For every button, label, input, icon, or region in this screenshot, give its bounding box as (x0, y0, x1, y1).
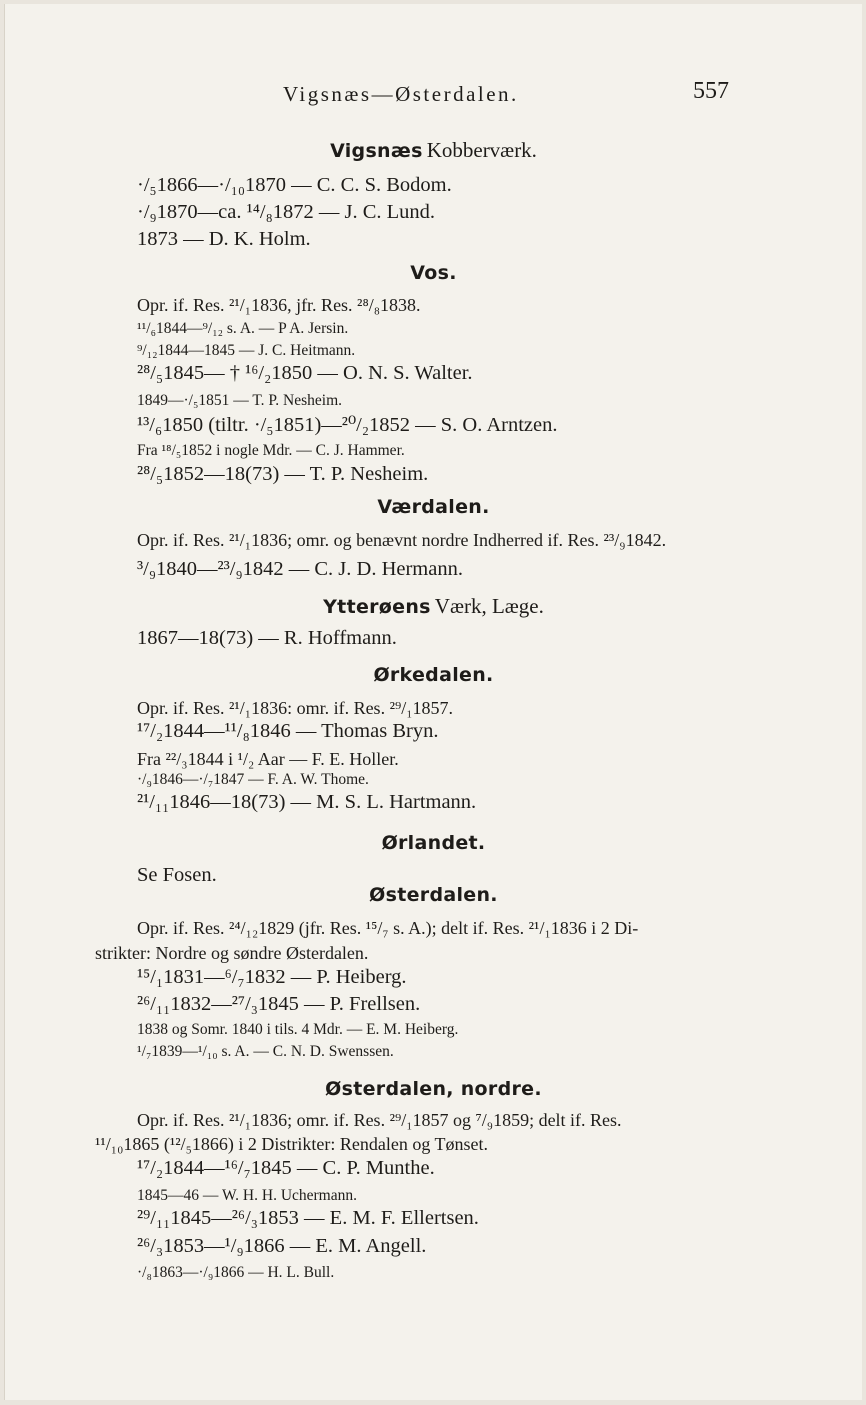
entry-line: Opr. if. Res. ²¹/₁1836; omr. og benævnt nordre Indherred if. Res. ²³/₉1842. (137, 530, 667, 550)
entry-line: ¹⁵/₁1831—⁶/₇1832 — P. Heiberg. (137, 966, 407, 988)
entry-line: Opr. if. Res. ²¹/₁1836; omr. if. Res. ²⁹/₁1857 og ⁷/₉1859; delt if. Res. (137, 1110, 622, 1130)
entry-line: ²⁶/₃1853—¹/₉1866 — E. M. Angell. (137, 1235, 427, 1257)
heading-bold: Ørkedalen. (373, 664, 494, 686)
heading-bold: Vigsnæs (330, 140, 423, 162)
section-heading-osterdalen (5, 884, 862, 906)
section-heading-osterdalen-nordre (5, 1078, 862, 1100)
section-heading-orlandet (5, 832, 862, 854)
heading-rest: Kobberværk. (426, 138, 537, 162)
entry-line: ·/₉1870—ca. ¹⁴/₈1872 — J. C. Lund. (137, 201, 436, 223)
entry-line: ¹⁷/₂1844—¹¹/₈1846 — Thomas Bryn. (137, 720, 439, 742)
section-heading-ytteroens (5, 594, 862, 619)
entry-line: Fra ¹⁸/₅1852 i nogle Mdr. — C. J. Hammer. (137, 442, 405, 459)
heading-bold: Ørlandet. (381, 832, 486, 854)
entry-line: ·/₅1866—·/₁₀1870 — C. C. S. Bodom. (137, 174, 452, 196)
section-heading-orkedalen (5, 664, 862, 686)
entry-line: Se Fosen. (137, 864, 217, 886)
entry-line: 1838 og Somr. 1840 i tils. 4 Mdr. — E. M. Heiberg. (137, 1021, 459, 1038)
entry-line: strikter: Nordre og søndre Østerdalen. (95, 943, 369, 963)
section-heading-vos (5, 262, 862, 284)
entry-line: ²⁸/₅1845— † ¹⁶/₂1850 — O. N. S. Walter. (137, 362, 473, 384)
heading-bold: Østerdalen, nordre. (325, 1078, 542, 1100)
entry-line: ⁹/₁₂1844—1845 — J. C. Heitmann. (137, 342, 356, 359)
running-title: Vigsnæs—Østerdalen. (283, 82, 519, 106)
entry-line: ²⁸/₅1852—18(73) — T. P. Nesheim. (137, 463, 429, 485)
page-number: 557 (693, 78, 729, 104)
section-heading-vaerdalen (5, 496, 862, 518)
heading-rest: Værk, Læge. (434, 594, 544, 618)
entry-line: ²¹/₁₁1846—18(73) — M. S. L. Hartmann. (137, 791, 477, 813)
entry-line: ¹/₇1839—¹/₁₀ s. A. — C. N. D. Swenssen. (137, 1043, 394, 1060)
entry-line: ¹¹/₁₀1865 (¹²/₅1866) i 2 Distrikter: Rendalen og Tønset. (95, 1134, 489, 1154)
entry-line: Opr. if. Res. ²⁴/₁₂1829 (jfr. Res. ¹⁵/₇ s. A.); delt if. Res. ²¹/₁1836 i 2 Di- (137, 918, 639, 938)
entry-line: 1867—18(73) — R. Hoffmann. (137, 627, 397, 649)
entry-line: ²⁹/₁₁1845—²⁶/₃1853 — E. M. F. Ellertsen. (137, 1207, 479, 1229)
entry-line: 1873 — D. K. Holm. (137, 228, 311, 250)
entry-line: 1849—·/₅1851 — T. P. Nesheim. (137, 392, 343, 409)
entry-line: ·/₈1863—·/₉1866 — H. L. Bull. (137, 1264, 335, 1281)
entry-line: ¹³/₆1850 (tiltr. ·/₅1851)—²⁰/₂1852 — S. O. Arntzen. (137, 414, 558, 436)
heading-bold: Værdalen. (377, 496, 490, 518)
entry-line: ¹⁷/₂1844—¹⁶/₇1845 — C. P. Munthe. (137, 1157, 435, 1179)
entry-line: ·/₉1846—·/₇1847 — F. A. W. Thome. (137, 771, 369, 788)
entry-line: Opr. if. Res. ²¹/₁1836, jfr. Res. ²⁸/₈1838. (137, 295, 421, 315)
heading-bold: Ytterøens (323, 596, 431, 618)
heading-bold: Østerdalen. (369, 884, 498, 906)
running-header (5, 78, 862, 112)
entry-line: ³/₉1840—²³/₉1842 — C. J. D. Hermann. (137, 558, 463, 580)
entry-line: 1845—46 — W. H. H. Uchermann. (137, 1187, 357, 1204)
book-page (4, 4, 862, 1400)
entry-line: ¹¹/₆1844—⁹/₁₂ s. A. — P A. Jersin. (137, 320, 349, 337)
heading-bold: Vos. (410, 262, 457, 284)
entry-line: ²⁶/₁₁1832—²⁷/₃1845 — P. Frellsen. (137, 993, 421, 1015)
entry-line: Opr. if. Res. ²¹/₁1836: omr. if. Res. ²⁹/₁1857. (137, 698, 454, 718)
entry-line: Fra ²²/₃1844 i ¹/₂ Aar — F. E. Holler. (137, 749, 399, 769)
section-heading-vigsnaes (5, 138, 862, 163)
